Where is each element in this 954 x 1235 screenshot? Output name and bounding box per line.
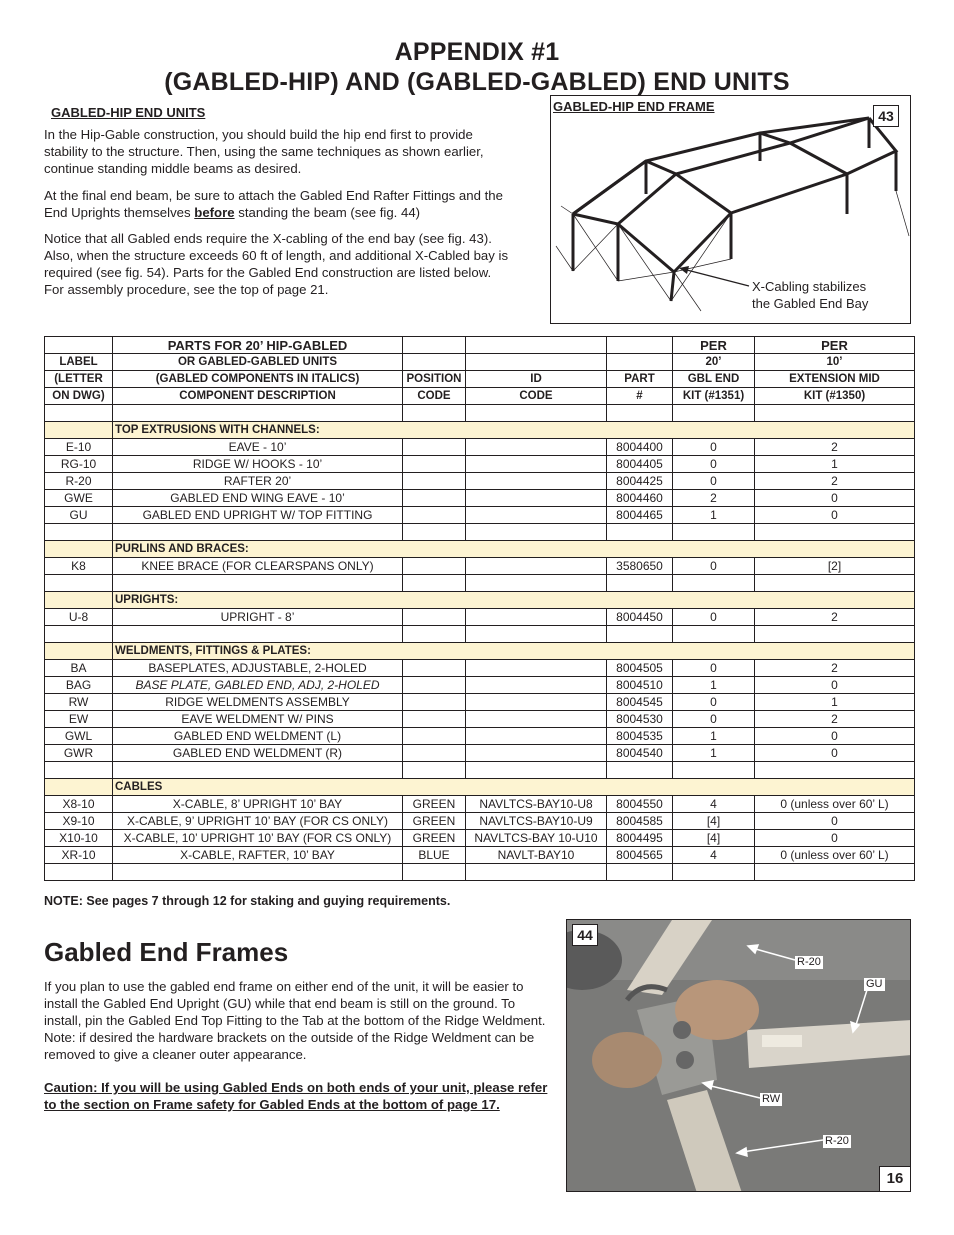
- section-name: CABLES: [113, 779, 915, 796]
- cell-id: [466, 456, 607, 473]
- cell-part: 8004565: [607, 847, 673, 864]
- cell-ext: 1: [755, 456, 915, 473]
- blank-cell: [45, 626, 113, 643]
- cell-part: 8004405: [607, 456, 673, 473]
- blank-cell: [673, 405, 755, 422]
- cell-part: 8004550: [607, 796, 673, 813]
- cell-gbl: 1: [673, 745, 755, 762]
- cell-desc: BASE PLATE, GABLED END, ADJ, 2-HOLED: [113, 677, 403, 694]
- cell-desc: GABLED END WELDMENT (R): [113, 745, 403, 762]
- cell-desc: EAVE WELDMENT W/ PINS: [113, 711, 403, 728]
- gabled-end-frames-heading: Gabled End Frames: [44, 937, 289, 967]
- blank-cell: [466, 575, 607, 592]
- cell-ext: [2]: [755, 558, 915, 575]
- section-name: TOP EXTRUSIONS WITH CHANNELS:: [113, 422, 915, 439]
- blank-cell: [403, 762, 466, 779]
- blank-cell: [45, 864, 113, 881]
- header-cell: KIT (#1350): [755, 388, 915, 405]
- header-cell: [403, 337, 466, 354]
- cell-gbl: 0: [673, 711, 755, 728]
- blank-cell: [607, 762, 673, 779]
- cell-ext: 0: [755, 677, 915, 694]
- blank-cell: [113, 524, 403, 541]
- cell-label: RW: [45, 694, 113, 711]
- section-row: [45, 541, 915, 558]
- header-cell: LABEL: [45, 354, 113, 371]
- cell-label: R-20: [45, 473, 113, 490]
- cell-id: NAVLTCS-BAY 10-U10: [466, 830, 607, 847]
- blank-cell: [755, 626, 915, 643]
- gabled-end-frames-body: If you plan to use the gabled end frame on either end of the unit, it will be easier to install the Gabled End Upright (GU) while that end beam is still on the ground. To install, pin the Gabled End Top Fitting to the Tab at the bottom of the Ridge Weldment. Note: if desired the hardware brackets on the outside of the Ridge Weldment can be removed to give a cleaner outer appearance.: [44, 979, 546, 1062]
- table-row: [45, 830, 915, 847]
- table-row: [45, 711, 915, 728]
- header-cell: [403, 354, 466, 371]
- blank-row: [45, 524, 915, 541]
- intro-paragraph-1: In the Hip-Gable construction, you should build the hip end first to provide stability to the structure. Then, using the same techniques as shown earlier, continue standing middle beams as desired.: [44, 127, 484, 176]
- blank-cell: [673, 626, 755, 643]
- cell-label: X10-10: [45, 830, 113, 847]
- cell-id: NAVLTCS-BAY10-U8: [466, 796, 607, 813]
- cell-id: [466, 728, 607, 745]
- blank-cell: [113, 626, 403, 643]
- cell-part: 8004450: [607, 609, 673, 626]
- cell-gbl: 0: [673, 694, 755, 711]
- blank-cell: [403, 864, 466, 881]
- cell-gbl: 0: [673, 456, 755, 473]
- figure-43-note-line2: the Gabled End Bay: [752, 296, 869, 311]
- blank-cell: [45, 575, 113, 592]
- table-header-row: [45, 337, 915, 354]
- section-empty-cell: [45, 779, 113, 796]
- blank-cell: [466, 524, 607, 541]
- section-name: PURLINS AND BRACES:: [113, 541, 915, 558]
- cell-desc: BASEPLATES, ADJUSTABLE, 2-HOLED: [113, 660, 403, 677]
- page-title-line1: APPENDIX #1: [394, 38, 560, 66]
- blank-cell: [607, 405, 673, 422]
- cell-pos: [403, 473, 466, 490]
- cell-pos: BLUE: [403, 847, 466, 864]
- cell-part: 3580650: [607, 558, 673, 575]
- blank-row: [45, 864, 915, 881]
- staking-note: NOTE: See pages 7 through 12 for staking and guying requirements.: [44, 894, 451, 908]
- header-cell: POSITION: [403, 371, 466, 388]
- cell-label: K8: [45, 558, 113, 575]
- cell-desc: EAVE - 10’: [113, 439, 403, 456]
- blank-cell: [403, 405, 466, 422]
- cell-desc: X-CABLE, 9’ UPRIGHT 10’ BAY (FOR CS ONLY): [113, 813, 403, 830]
- table-row: [45, 813, 915, 830]
- cell-gbl: 0: [673, 473, 755, 490]
- table-row: [45, 728, 915, 745]
- blank-row: [45, 405, 915, 422]
- section-name: WELDMENTS, FITTINGS & PLATES:: [113, 643, 915, 660]
- cell-gbl: 0: [673, 660, 755, 677]
- cell-desc: RIDGE WELDMENTS ASSEMBLY: [113, 694, 403, 711]
- table-header-row: [45, 354, 915, 371]
- header-cell: COMPONENT DESCRIPTION: [113, 388, 403, 405]
- cell-gbl: [4]: [673, 830, 755, 847]
- header-cell: [607, 354, 673, 371]
- cell-label: U-8: [45, 609, 113, 626]
- header-cell: (LETTER: [45, 371, 113, 388]
- figure-44-number: 44: [572, 924, 598, 946]
- cell-ext: 2: [755, 439, 915, 456]
- blank-cell: [607, 524, 673, 541]
- section-empty-cell: [45, 541, 113, 558]
- cell-id: [466, 711, 607, 728]
- cell-label: X8-10: [45, 796, 113, 813]
- cell-id: [466, 507, 607, 524]
- figure-43-note-line1: X-Cabling stabilizes: [752, 279, 867, 294]
- blank-cell: [755, 524, 915, 541]
- cell-desc: GABLED END WING EAVE - 10’: [113, 490, 403, 507]
- blank-cell: [673, 762, 755, 779]
- table-header-row: [45, 371, 915, 388]
- header-cell: OR GABLED-GABLED UNITS: [113, 354, 403, 371]
- header-cell: KIT (#1351): [673, 388, 755, 405]
- intro-p2-text-a: At the final end beam, be sure to attach the Gabled End Rafter Fittings and the End Uprights themselves: [44, 188, 503, 220]
- cell-pos: [403, 677, 466, 694]
- blank-cell: [113, 762, 403, 779]
- cell-id: [466, 694, 607, 711]
- header-cell: PARTS FOR 20’ HIP-GABLED: [113, 337, 403, 354]
- cell-ext: 2: [755, 473, 915, 490]
- header-cell: CODE: [403, 388, 466, 405]
- cell-gbl: 4: [673, 847, 755, 864]
- label-rw: RW: [762, 1093, 781, 1105]
- cell-pos: [403, 490, 466, 507]
- cell-desc: GABLED END WELDMENT (L): [113, 728, 403, 745]
- cell-gbl: [4]: [673, 813, 755, 830]
- blank-cell: [45, 762, 113, 779]
- cell-id: [466, 609, 607, 626]
- cell-desc: X-CABLE, 10’ UPRIGHT 10’ BAY (FOR CS ONLY): [113, 830, 403, 847]
- cell-part: 8004530: [607, 711, 673, 728]
- blank-row: [45, 626, 915, 643]
- cell-gbl: 4: [673, 796, 755, 813]
- table-row: [45, 745, 915, 762]
- cell-desc: GABLED END UPRIGHT W/ TOP FITTING: [113, 507, 403, 524]
- figure-43: [550, 95, 911, 324]
- cell-id: NAVLTCS-BAY10-U9: [466, 813, 607, 830]
- cell-part: 8004535: [607, 728, 673, 745]
- cell-label: BAG: [45, 677, 113, 694]
- cell-pos: [403, 745, 466, 762]
- label-leaders: [567, 920, 911, 1192]
- figure-43-note: [752, 278, 868, 312]
- cell-desc: X-CABLE, 8’ UPRIGHT 10’ BAY: [113, 796, 403, 813]
- section-row: [45, 643, 915, 660]
- cell-ext: 0: [755, 745, 915, 762]
- blank-cell: [466, 405, 607, 422]
- blank-cell: [466, 626, 607, 643]
- cell-ext: 0: [755, 728, 915, 745]
- header-cell: [466, 337, 607, 354]
- cell-ext: 0: [755, 507, 915, 524]
- cell-part: 8004540: [607, 745, 673, 762]
- table-header-row: [45, 388, 915, 405]
- cell-pos: [403, 507, 466, 524]
- cell-desc: KNEE BRACE (FOR CLEARSPANS ONLY): [113, 558, 403, 575]
- blank-cell: [403, 575, 466, 592]
- cell-gbl: 1: [673, 728, 755, 745]
- figure-44-photo: [566, 919, 911, 1192]
- header-cell: PER: [673, 337, 755, 354]
- cell-pos: [403, 558, 466, 575]
- table-row: [45, 660, 915, 677]
- cell-label: XR-10: [45, 847, 113, 864]
- blank-cell: [45, 524, 113, 541]
- cell-ext: 0 (unless over 60’ L): [755, 796, 915, 813]
- cell-gbl: 1: [673, 677, 755, 694]
- blank-cell: [673, 575, 755, 592]
- intro-paragraph-3: Notice that all Gabled ends require the X-cabling of the end bay (see fig. 43). Also, when the structure exceeds 60 ft of length, and additional X-Cabled bay is required (see fig. 54). Parts for the Gabled End construction are listed below. For assembly procedure, see the top of page 21.: [44, 231, 509, 297]
- cell-desc: RAFTER 20’: [113, 473, 403, 490]
- intro-p2-text-c: standing the beam (see fig. 44): [234, 205, 421, 220]
- cell-part: 8004495: [607, 830, 673, 847]
- cell-id: [466, 473, 607, 490]
- figure-43-number: 43: [873, 105, 899, 127]
- header-cell: ID: [466, 371, 607, 388]
- section-row: [45, 779, 915, 796]
- blank-cell: [403, 626, 466, 643]
- cell-pos: [403, 660, 466, 677]
- cell-part: 8004505: [607, 660, 673, 677]
- cell-part: 8004400: [607, 439, 673, 456]
- cell-desc: RIDGE W/ HOOKS - 10’: [113, 456, 403, 473]
- cell-part: 8004585: [607, 813, 673, 830]
- header-cell: 10’: [755, 354, 915, 371]
- label-r20-bottom: R-20: [825, 1135, 849, 1147]
- header-cell: 20’: [673, 354, 755, 371]
- section-empty-cell: [45, 592, 113, 609]
- header-cell: (GABLED COMPONENTS IN ITALICS): [113, 371, 403, 388]
- cell-gbl: 2: [673, 490, 755, 507]
- cell-label: GWL: [45, 728, 113, 745]
- cell-pos: GREEN: [403, 830, 466, 847]
- section-name: UPRIGHTS:: [113, 592, 915, 609]
- cell-gbl: 1: [673, 507, 755, 524]
- cell-gbl: 0: [673, 558, 755, 575]
- cell-ext: 2: [755, 609, 915, 626]
- blank-cell: [113, 405, 403, 422]
- cell-pos: [403, 694, 466, 711]
- section-empty-cell: [45, 643, 113, 660]
- parts-table: [44, 336, 915, 881]
- cell-desc: UPRIGHT - 8’: [113, 609, 403, 626]
- cell-pos: [403, 456, 466, 473]
- table-row: [45, 558, 915, 575]
- table-row: [45, 456, 915, 473]
- cell-label: BA: [45, 660, 113, 677]
- cell-pos: GREEN: [403, 813, 466, 830]
- cell-pos: [403, 439, 466, 456]
- blank-cell: [466, 864, 607, 881]
- cell-ext: 1: [755, 694, 915, 711]
- cell-part: 8004465: [607, 507, 673, 524]
- header-cell: EXTENSION MID: [755, 371, 915, 388]
- blank-cell: [113, 575, 403, 592]
- blank-cell: [607, 864, 673, 881]
- blank-cell: [755, 864, 915, 881]
- table-row: [45, 694, 915, 711]
- cell-gbl: 0: [673, 609, 755, 626]
- blank-cell: [755, 762, 915, 779]
- table-row: [45, 507, 915, 524]
- table-row: [45, 490, 915, 507]
- blank-row: [45, 762, 915, 779]
- cell-part: 8004545: [607, 694, 673, 711]
- cell-part: 8004460: [607, 490, 673, 507]
- cell-gbl: 0: [673, 439, 755, 456]
- section-row: [45, 422, 915, 439]
- table-row: [45, 847, 915, 864]
- label-gu: GU: [866, 978, 883, 990]
- cell-pos: [403, 711, 466, 728]
- cell-ext: 2: [755, 660, 915, 677]
- cell-label: GU: [45, 507, 113, 524]
- blank-cell: [607, 575, 673, 592]
- blank-cell: [403, 524, 466, 541]
- section-heading: GABLED-HIP END UNITS: [51, 105, 206, 120]
- cell-id: [466, 490, 607, 507]
- blank-cell: [755, 405, 915, 422]
- cell-part: 8004425: [607, 473, 673, 490]
- blank-cell: [673, 524, 755, 541]
- header-cell: ON DWG): [45, 388, 113, 405]
- cell-id: [466, 745, 607, 762]
- intro-paragraph-2: [44, 187, 514, 221]
- section-row: [45, 592, 915, 609]
- header-cell: CODE: [466, 388, 607, 405]
- cell-label: RG-10: [45, 456, 113, 473]
- cell-pos: GREEN: [403, 796, 466, 813]
- blank-cell: [755, 575, 915, 592]
- cell-desc: X-CABLE, RAFTER, 10’ BAY: [113, 847, 403, 864]
- table-row: [45, 677, 915, 694]
- cell-ext: 0 (unless over 60’ L): [755, 847, 915, 864]
- page-title-line2: (GABLED-HIP) AND (GABLED-GABLED) END UNITS: [164, 68, 790, 96]
- figure-43-caption: GABLED-HIP END FRAME: [553, 99, 715, 114]
- cell-pos: [403, 728, 466, 745]
- header-cell: [607, 337, 673, 354]
- cell-part: 8004510: [607, 677, 673, 694]
- cell-id: [466, 660, 607, 677]
- intro-p2-emphasis: before: [194, 205, 235, 220]
- table-row: [45, 439, 915, 456]
- header-cell: GBL END: [673, 371, 755, 388]
- header-cell: [466, 354, 607, 371]
- cell-id: [466, 677, 607, 694]
- header-cell: PER: [755, 337, 915, 354]
- page-number: 16: [879, 1166, 911, 1192]
- table-row: [45, 473, 915, 490]
- header-cell: [45, 337, 113, 354]
- section-empty-cell: [45, 422, 113, 439]
- blank-cell: [673, 864, 755, 881]
- cell-label: X9-10: [45, 813, 113, 830]
- blank-cell: [113, 864, 403, 881]
- blank-cell: [607, 626, 673, 643]
- blank-cell: [466, 762, 607, 779]
- label-r20-top: R-20: [797, 956, 821, 968]
- cell-id: [466, 558, 607, 575]
- cell-label: GWE: [45, 490, 113, 507]
- header-cell: #: [607, 388, 673, 405]
- header-cell: PART: [607, 371, 673, 388]
- caution-text: Caution: If you will be using Gabled Ends on both ends of your unit, please refer to the section on Frame safety for Gabled Ends at the bottom of page 17.: [44, 1080, 548, 1112]
- cell-ext: 0: [755, 813, 915, 830]
- cell-id: NAVLT-BAY10: [466, 847, 607, 864]
- cell-label: GWR: [45, 745, 113, 762]
- table-row: [45, 609, 915, 626]
- blank-row: [45, 575, 915, 592]
- cell-label: E-10: [45, 439, 113, 456]
- cell-id: [466, 439, 607, 456]
- table-row: [45, 796, 915, 813]
- blank-cell: [45, 405, 113, 422]
- cell-ext: 0: [755, 830, 915, 847]
- cell-label: EW: [45, 711, 113, 728]
- cell-ext: 0: [755, 490, 915, 507]
- cell-ext: 2: [755, 711, 915, 728]
- cell-pos: [403, 609, 466, 626]
